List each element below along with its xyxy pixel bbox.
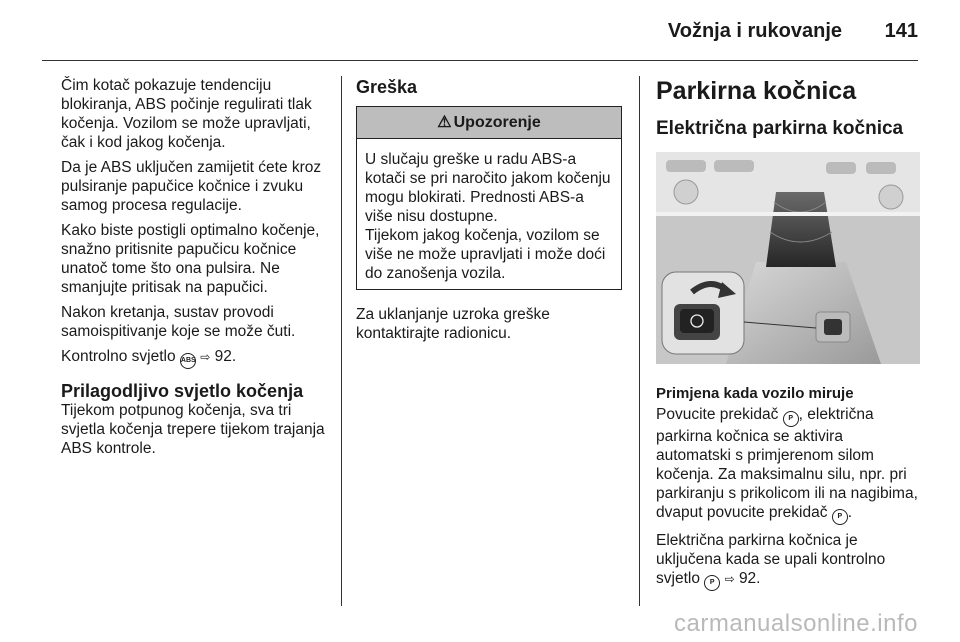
text: , električna parkirna kočnica se aktivira automatski s primjerenom silom kočenja. Za maksimalnu silu, npr. pri parkiranju s prikolicom ili na nagibima, dvaput povucite prekidač [656,406,918,521]
text: Povucite prekidač [656,406,779,423]
paragraph: Za uklanjanje uzroka greške kontaktirajte radionicu. [356,306,550,342]
column-left [61,76,331,464]
column-divider [639,76,640,606]
subsection-heading: Prilagodljivo svjetlo kočenja [61,381,304,401]
paragraph: Čim kotač pokazuje tendenciju blokiranja, ABS počinje regulirati tlak kočenja. Vozilom se može upravljati, čak i kod jakog kočenja. [61,77,312,151]
page-reference[interactable]: 92. [738,570,761,587]
header-divider [42,60,918,61]
watermark: carmanualsonline.info [674,610,918,637]
paragraph: Da je ABS uključen zamijetit ćete kroz pulsiranje papučice kočnice i zvuku samog procesa regulacije. [61,159,322,214]
page-header [0,0,960,60]
abs-warning-icon: ABS [180,353,196,369]
parking-brake-icon: P [832,509,848,525]
warning-text: U slučaju greške u radu ABS-a kotači se pri naročito jakom kočenju mogu blokirati. Prednosti ABS-a više nisu dostupne. [365,151,611,225]
parking-brake-icon: P [783,411,799,427]
warning-header [357,107,621,139]
page-reference[interactable]: 92. [214,348,237,365]
paragraph [656,405,922,525]
column-middle [356,76,626,349]
warning-title: Upozorenje [453,114,541,131]
section-title: Vožnja i rukovanje [667,20,842,42]
warning-body [357,139,621,289]
subheading: Primjena kada vozilo miruje [656,385,854,402]
paragraph [656,531,922,591]
reference-arrow-icon: ⇨ [200,350,211,364]
paragraph: Kako biste postigli optimalno kočenje, snažno pritisnite papučicu kočnice unatoč tome što ona pulsira. Ne smanjujte pritisak na papučici. [61,222,320,296]
page-number: 141 [884,20,918,42]
paragraph: Tijekom potpunog kočenja, sva tri svjetla kočenja trepere tijekom trajanja ABS kontrole. [61,402,325,457]
warning-text: Tijekom jakog kočenja, vozilom se više ne može upravljati i može doći do zanošenja vozila. [365,227,606,282]
warning-triangle-icon: ⚠ [437,114,452,131]
subsection-heading: Greška [356,77,418,97]
parking-brake-icon: P [704,575,720,591]
parking-brake-switch-illustration [656,152,920,364]
text: Kontrolno svjetlo [61,348,176,365]
text: . [847,504,853,521]
paragraph [61,347,331,369]
text: Električna parkirna kočnica je uključena kada se upali kontrolno svjetlo [656,532,886,587]
paragraph: Nakon kretanja, sustav provodi samoispitivanje koje se može čuti. [61,304,296,340]
column-right [656,76,922,597]
warning-box [356,106,622,290]
section-heading: Električna parkirna kočnica [656,118,904,139]
column-divider [341,76,342,606]
main-heading: Parkirna kočnica [656,77,857,105]
reference-arrow-icon: ⇨ [724,572,735,586]
